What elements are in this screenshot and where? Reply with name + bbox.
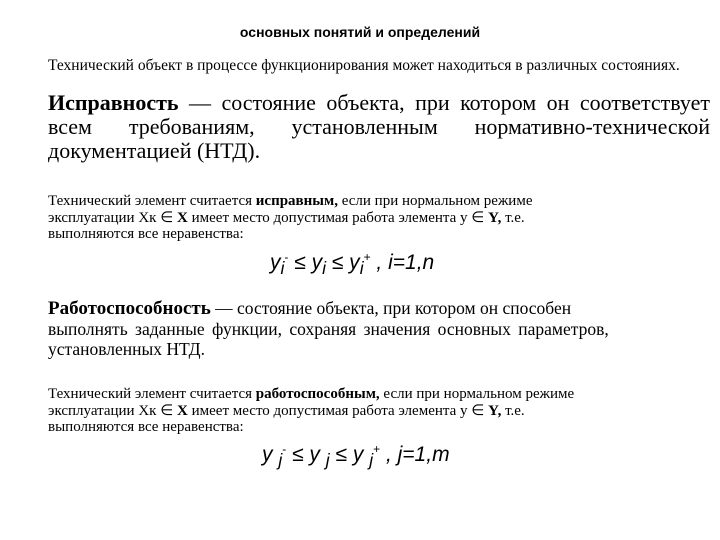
e2-line2-pre: эксплуатации Xк	[48, 402, 161, 419]
element-serviceable-paragraph	[48, 193, 710, 243]
f1-sup-minus: -	[284, 250, 289, 264]
e2-text-1: Технический элемент считается	[48, 386, 256, 402]
f2-tail: , j=1,m	[380, 443, 450, 466]
e2-text-2: если при нормальном режиме	[379, 386, 575, 402]
e1-term: исправным,	[255, 193, 338, 209]
f1-sub-c: i	[359, 258, 364, 279]
operability-line3: установленных НТД.	[48, 339, 205, 359]
e1-line2-post: имеет место допустимая работа элемента y	[187, 209, 472, 226]
set-y: Y,	[488, 209, 502, 226]
f1-mid: ≤ y	[288, 251, 323, 274]
f1-sup-plus: +	[363, 250, 371, 264]
e1-text-1: Технический элемент считается	[48, 193, 256, 209]
f1-right: ≤ y	[325, 251, 360, 274]
inequality-formula-1	[270, 250, 434, 279]
f1-sub-a: i	[280, 258, 285, 279]
e2-line2-end: т.е.	[501, 402, 525, 419]
element-of-symbol: ∈	[160, 402, 174, 419]
f2-y: y	[262, 443, 273, 466]
operability-term: Работоспособность	[48, 298, 211, 319]
inequality-formula-2	[262, 442, 450, 471]
f2-sub-b: j	[325, 450, 330, 471]
page-title: основных понятий и определений	[239, 24, 481, 40]
serviceability-definition	[48, 91, 710, 163]
set-x: X	[177, 209, 188, 226]
f1-tail: , i=1,n	[370, 251, 435, 274]
f2-sub-c: j	[369, 450, 374, 471]
f2-sup-minus: -	[282, 442, 287, 456]
f2-sub-a: j	[278, 450, 283, 471]
operability-line2: выполнять заданные функции, сохраняя значения основных параметров,	[48, 319, 609, 339]
f2-sup-plus: +	[373, 442, 381, 456]
e2-line2-post: имеет место допустимая работа элемента y	[187, 402, 472, 419]
e1-line2-pre: эксплуатации Xк	[48, 209, 161, 226]
e1-line2-end: т.е.	[501, 209, 525, 226]
set-x: X	[177, 402, 188, 419]
element-of-symbol: ∈	[471, 402, 485, 419]
e2-line3: выполняются все неравенства:	[48, 419, 244, 435]
serviceability-text: — состояние объекта, при котором он соответствует всем требованиям, установленным нормативно-технической документацией (НТД).	[48, 90, 710, 163]
f1-sub-b: i	[322, 258, 326, 279]
serviceability-term: Исправность	[48, 90, 179, 115]
element-of-symbol: ∈	[160, 209, 174, 226]
f2-right: ≤ y	[329, 443, 364, 466]
f1-y: y	[270, 251, 281, 274]
e1-line3: выполняются все неравенства:	[48, 226, 244, 242]
intro-text: Технический объект в процессе функционирования может находиться в различных состояниях.	[48, 57, 680, 74]
set-y: Y,	[488, 402, 502, 419]
element-operable-paragraph	[48, 386, 710, 436]
f2-mid: ≤ y	[286, 443, 320, 466]
operability-line1: — состояние объекта, при котором он способен	[210, 298, 572, 318]
e2-term: работоспособным,	[255, 386, 380, 402]
e1-text-2: если при нормальном режиме	[337, 193, 533, 209]
operability-definition	[48, 298, 710, 359]
element-of-symbol: ∈	[471, 209, 485, 226]
